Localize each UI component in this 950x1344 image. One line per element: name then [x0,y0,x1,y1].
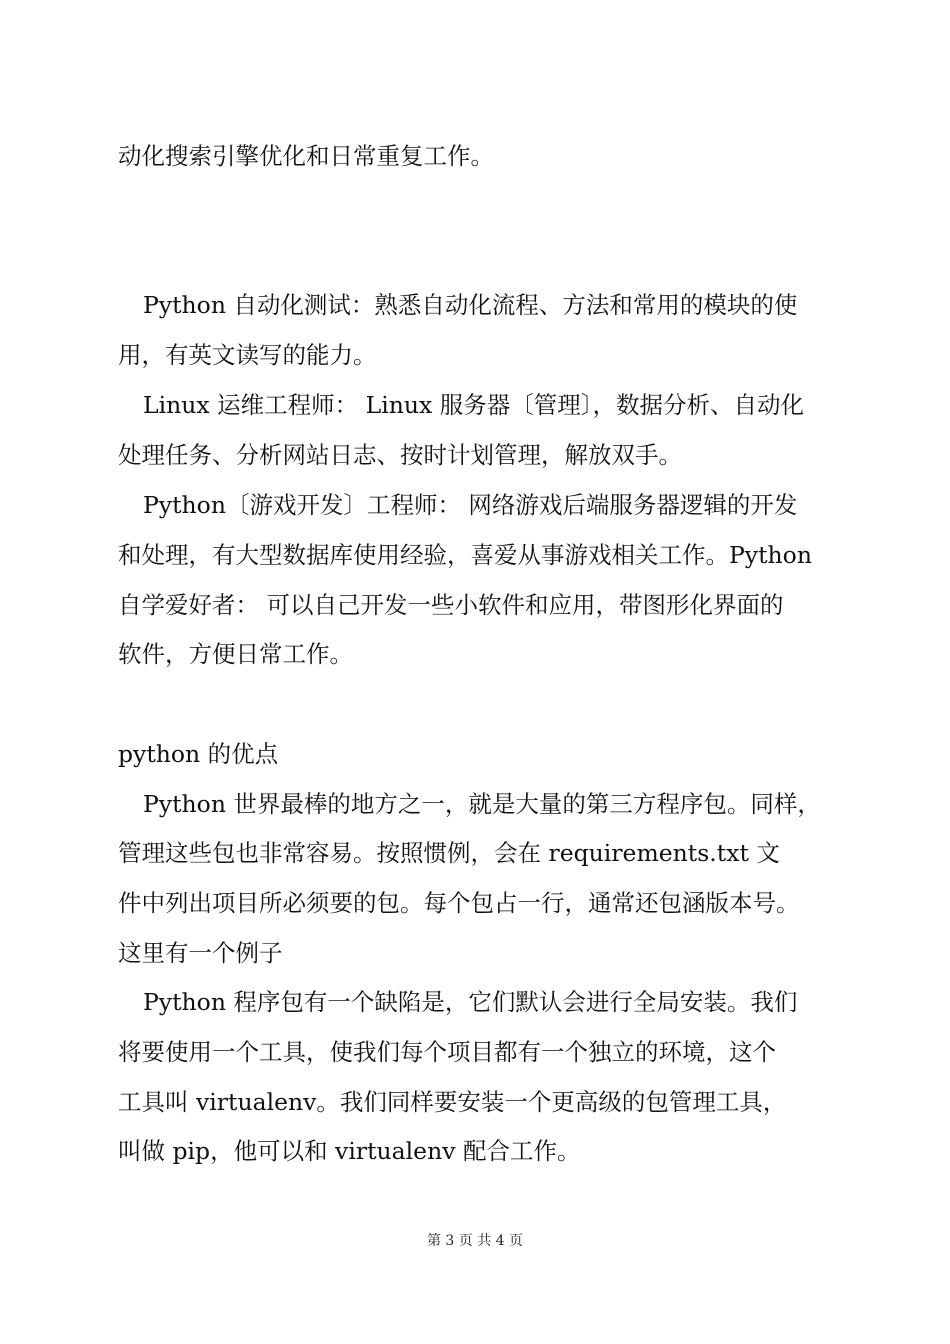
page-number-footer: 第 3 页 共 4 页 [426,1233,524,1249]
paragraph-line: 和处理，有大型数据库使用经验，喜爱从事游戏相关工作。Python [118,541,812,569]
paragraph-line: Python 世界最棒的地方之一，就是大量的第三方程序包。同样， [143,790,821,818]
paragraph-line: Python〔游戏开发〕工程师： 网络游戏后端服务器逻辑的开发 [143,491,798,519]
paragraph-line: 软件，方便日常工作。 [118,640,353,668]
paragraph-line: 件中列出项目所必须要的包。每个包占一行，通常还包涵版本号。 [118,889,800,917]
paragraph-line: 用，有英文读写的能力。 [118,341,377,369]
paragraph-line: 处理任务、分析网站日志、按时计划管理，解放双手。 [118,441,682,469]
paragraph-line: 动化搜索引擎优化和日常重复工作。 [118,142,494,170]
paragraph-line: 自学爱好者： 可以自己开发一些小软件和应用，带图形化界面的 [118,591,784,619]
paragraph-line: Python 程序包有一个缺陷是，它们默认会进行全局安装。我们 [143,988,798,1016]
paragraph-line: 将要使用一个工具，使我们每个项目都有一个独立的环境，这个 [118,1038,776,1066]
paragraph-line: 叫做 pip，他可以和 virtualenv 配合工作。 [118,1137,581,1165]
paragraph-line: 工具叫 virtualenv。我们同样要安装一个更高级的包管理工具， [118,1088,787,1116]
section-heading: python 的优点 [118,740,279,768]
paragraph-line: 这里有一个例子 [118,939,283,967]
paragraph-line: Linux 运维工程师： Linux 服务器〔管理〕，数据分析、自动化 [143,391,804,419]
paragraph-line: Python 自动化测试：熟悉自动化流程、方法和常用的模块的使 [143,291,798,319]
paragraph-line: 管理这些包也非常容易。按照惯例，会在 requirements.txt 文 [118,839,780,867]
